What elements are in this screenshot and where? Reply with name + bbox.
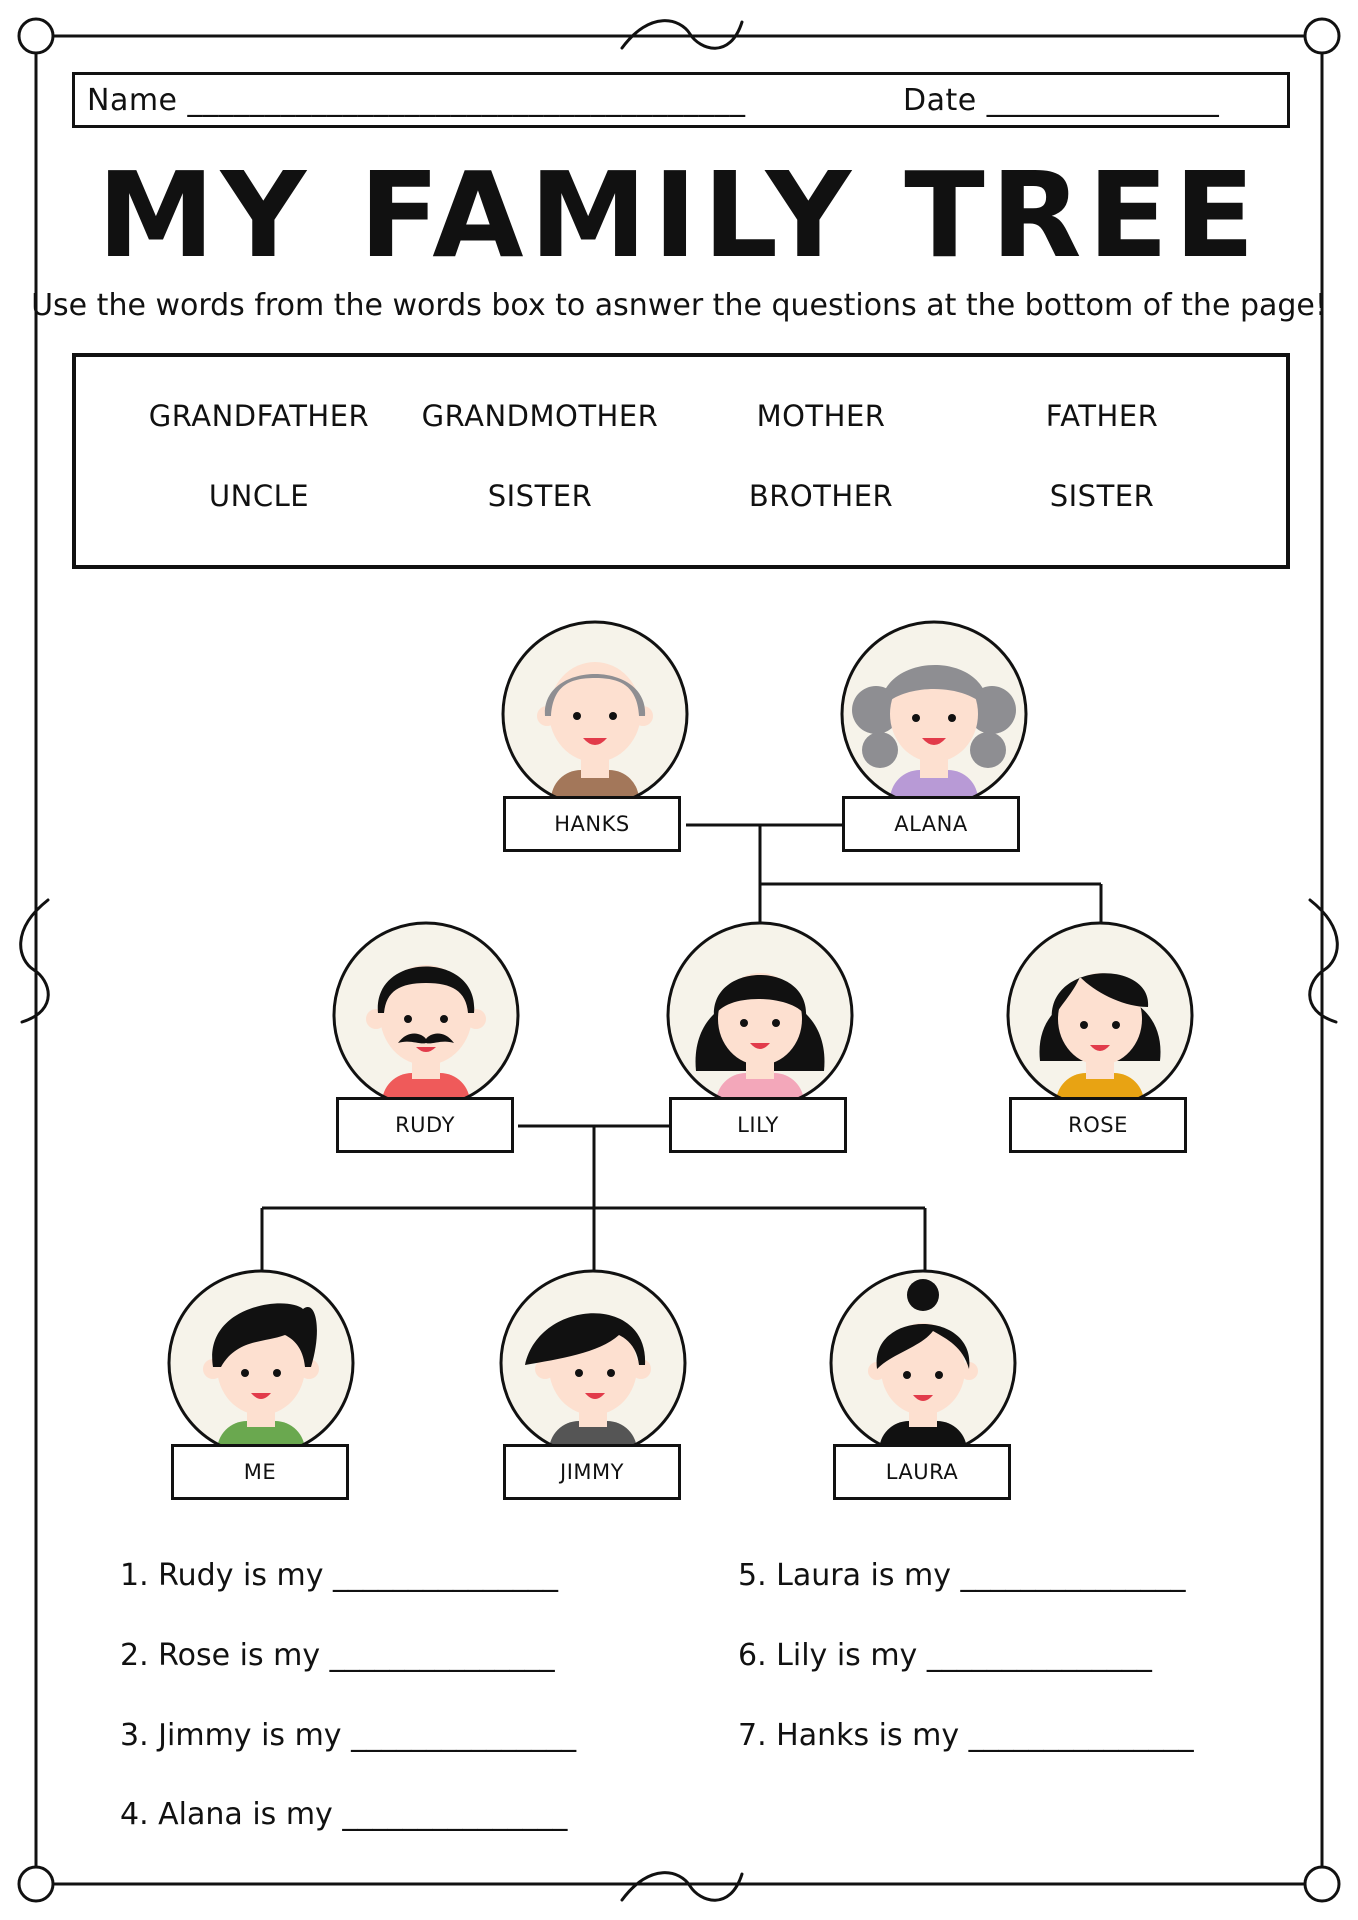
word-item: SISTER [487,479,593,513]
name-field[interactable]: Name ____________________________________ [87,83,746,118]
page-title: MY FAMILY TREE [97,146,1261,284]
avatar-hanks [501,620,689,808]
avatar-alana [840,620,1028,808]
word-item: UNCLE [208,479,310,513]
name-label-me: ME [171,1444,349,1500]
question-3[interactable]: 3. Jimmy is my _______________ [120,1718,577,1753]
question-5[interactable]: 5. Laura is my _______________ [738,1558,1186,1593]
avatar-laura [829,1269,1017,1457]
name-label-lily: LILY [669,1097,847,1153]
name-label-rudy: RUDY [336,1097,514,1153]
date-field[interactable]: Date _______________ [903,83,1220,118]
question-4[interactable]: 4. Alana is my _______________ [120,1797,568,1832]
question-6[interactable]: 6. Lily is my _______________ [738,1638,1152,1673]
word-item: GRANDFATHER [148,399,370,433]
name-label-rose: ROSE [1009,1097,1187,1153]
word-item: FATHER [1045,399,1159,433]
word-item: SISTER [1049,479,1155,513]
question-7[interactable]: 7. Hanks is my _______________ [738,1718,1194,1753]
question-2[interactable]: 2. Rose is my _______________ [120,1638,555,1673]
avatar-me [167,1269,355,1457]
word-item: MOTHER [756,399,886,433]
avatar-jimmy [499,1269,687,1457]
word-item: BROTHER [748,479,894,513]
instructions: Use the words from the words box to asnwer the questions at the bottom of the page! [31,288,1327,323]
avatar-rose [1006,921,1194,1109]
word-item: GRANDMOTHER [421,399,659,433]
avatar-rudy [332,921,520,1109]
question-1[interactable]: 1. Rudy is my _______________ [120,1558,559,1593]
name-label-hanks: HANKS [503,796,681,852]
name-label-laura: LAURA [833,1444,1011,1500]
name-label-jimmy: JIMMY [503,1444,681,1500]
name-label-alana: ALANA [842,796,1020,852]
avatar-lily [666,921,854,1109]
